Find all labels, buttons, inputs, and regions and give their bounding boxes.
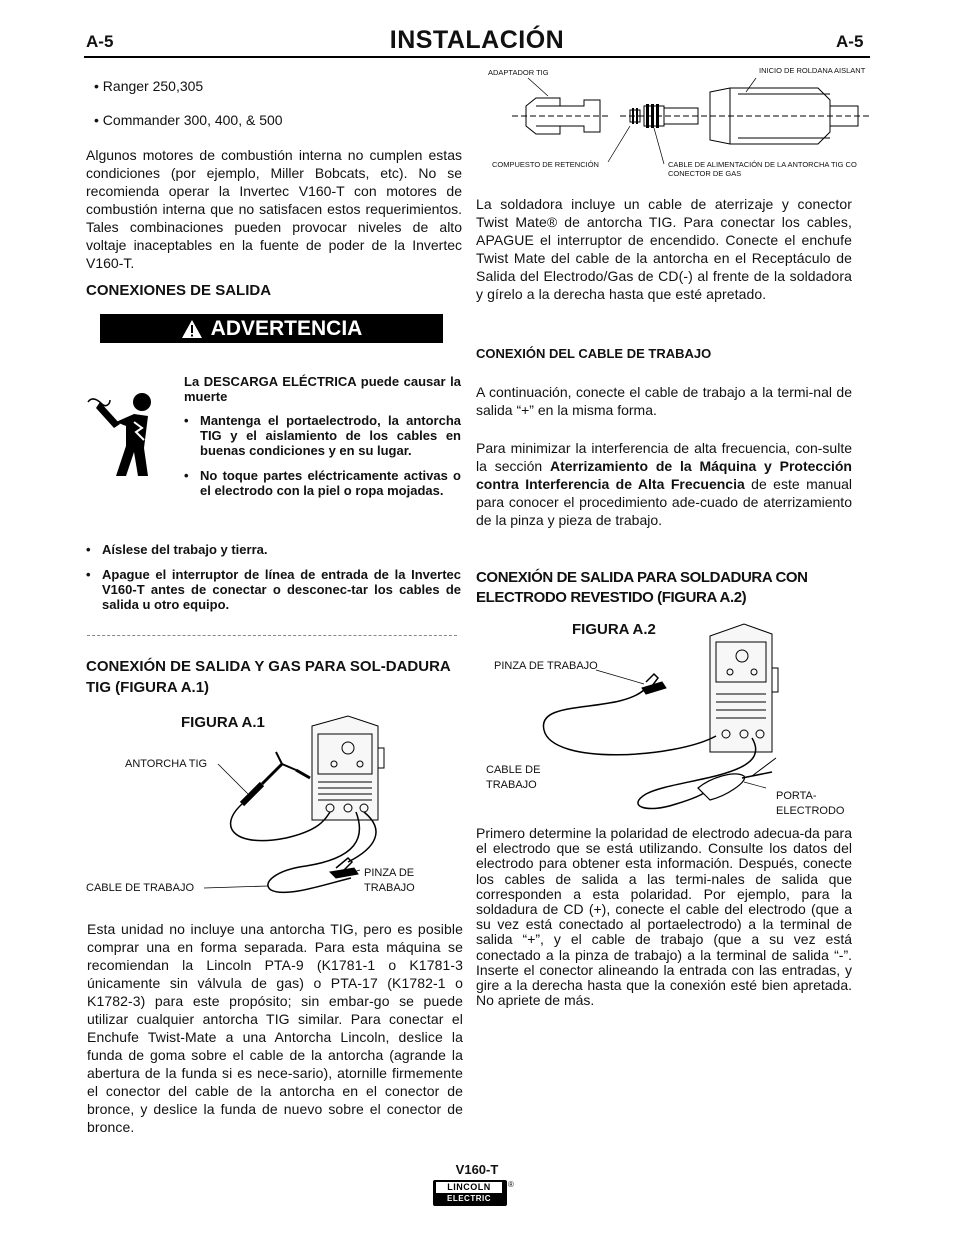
warning-list-upper	[184, 413, 461, 508]
page-number-left: A-5	[86, 32, 114, 51]
model-label: V160-T	[455, 1162, 499, 1177]
shock-warning-title: La DESCARGA ELÉCTRICA puede causar la muerte	[184, 374, 461, 404]
label-electrodo: ELECTRODO	[776, 805, 845, 817]
tig-paragraph: Esta unidad no incluye una antorcha TIG, pero es posible comprar una en forma separada. Para esta máquina se recomiendan la Lincoln PTA-9 (K1781-1 o K1781-3 únicamente sin válvula de gas) o PTA-17 (K1782-1 o K1782-3) para este propósito; sin embar-go se puede utilizar cualquier antorcha TIG similar. Para conectar el Enchufe Twist-Mate a una Antorcha Lincoln, deslice la funda de goma sobre el cable de la antorcha (agrande la abertura de la funda si es nece-sario), atornille firmemente el conector del cable de la antorcha en el conector de bronce, y deslice la funda de nuevo sobre el conector de bronce.	[87, 921, 463, 1135]
figure-a1-title: FIGURA A.1	[181, 714, 265, 731]
warning-item: • Mantenga el portaelectrodo, la antorcha TIG y el aislamiento de los cables en buenas condiciones y en su lugar.	[184, 413, 461, 458]
hf-text-bold: Aterrizamiento de la Máquina y Protección contra Interferencia de Alta Frecuencia	[476, 458, 852, 492]
lincoln-logo	[433, 1180, 507, 1206]
stick-heading: CONEXIÓN DE SALIDA PARA SOLDADURA CON ELECTRODO REVESTIDO (FIGURA A.2)	[476, 569, 808, 606]
label-porta: PORTA-	[776, 790, 817, 802]
warning-list-lower	[86, 542, 461, 622]
polarity-paragraph: Primero determine la polaridad de electrodo adecua-da para el electrodo que se está utilizando. Consulte los datos del electrodo para obtener esta información. Después, conecte los cables de salida a las termi-nales de salida que corresponden a esta polaridad. Por ejemplo, para la soldadura de CD (+), conecte el cable del electrodo (que a su vez está conectado al portaelectrodo) a la terminal de salida “+”, y el cable de trabajo (que a su vez está conectado a la pinza de trabajo) a la terminal de salida “-”. Inserte el conector alineando la entrada con las entradas, y gire a la derecha hasta que la conexión esté bien apretada. No apriete de más.	[476, 825, 852, 1009]
work-cable-heading: CONEXIÓN DEL CABLE DE TRABAJO	[476, 346, 712, 361]
work-clamp	[330, 858, 358, 878]
conexiones-heading: CONEXIONES DE SALIDA	[86, 282, 272, 299]
label-pinza-trabajo: PINZA DE TRABAJO	[494, 660, 598, 672]
page-number-right: A-5	[836, 32, 864, 51]
welder-machine	[312, 716, 384, 820]
label-adaptador-tig: ADAPTADOR TIG	[488, 68, 549, 77]
warning-triangle-icon	[181, 319, 203, 339]
figure-a2-title: FIGURA A.2	[572, 621, 656, 638]
logo-bottom-text: ELECTRIC	[447, 1194, 491, 1203]
label-cable-alimentacion-1: CABLE DE ALIMENTACIÓN DE LA ANTORCHA TIG CO	[668, 160, 857, 169]
warning-item: • Aíslese del trabajo y tierra.	[86, 542, 461, 557]
logo-top-text: LINCOLN	[436, 1182, 502, 1193]
bullet-commander: • Commander 300, 400, & 500	[94, 112, 283, 128]
label-pinza-1: PINZA DE	[364, 867, 415, 879]
hf-text-pre: Para minimizar la interferencia de alta frecuencia, con-sulte la sección	[476, 440, 852, 474]
page-title: INSTALACIÓN	[389, 26, 565, 54]
hf-text-post: de este manual para conocer el procedimiento ade-cuado de aterrizamiento de la pinza y pieza de trabajo.	[476, 476, 852, 528]
warning-banner	[100, 314, 443, 343]
twistmate-paragraph: La soldadora incluye un cable de aterrizaje y conector Twist Mate® de antorcha TIG. Para conectar los cables, APAGUE el interruptor de encendido. Conecte el enchufe Twist Mate del cable de la antorcha en el Receptáculo de Salida del Electrodo/Gas de CD(-) al frente de la soldadora y gírelo a la derecha hasta que esté apretado.	[476, 196, 852, 302]
label-cable-de: CABLE DE	[486, 764, 541, 776]
tig-heading: CONEXIÓN DE SALIDA Y GAS PARA SOL-DADURA TIG (FIGURA A.1)	[86, 658, 451, 696]
label-antorcha-tig: ANTORCHA TIG	[125, 758, 208, 770]
header-rule	[84, 56, 870, 58]
bullet-ranger: • Ranger 250,305	[94, 78, 204, 94]
logo-registered-mark: ®	[508, 1180, 514, 1189]
work-cable-paragraph: A continuación, conecte el cable de trabajo a la termi-nal de salida “+” en la misma forma.	[476, 384, 852, 418]
warning-item: • Apague el interruptor de línea de entrada de la Invertec V160-T antes de conectar o desconec-tar los cables de salida u otro equipo.	[86, 567, 461, 612]
tig-adapter-diagram	[488, 74, 870, 170]
label-cable-trabajo: CABLE DE TRABAJO	[86, 882, 194, 894]
label-roldana-aislante: INICIO DE ROLDANA AISLANT	[759, 66, 866, 75]
tig-torch	[242, 752, 310, 804]
hf-paragraph	[476, 439, 852, 529]
label-trabajo: TRABAJO	[486, 779, 537, 791]
warning-title: ADVERTENCIA	[210, 316, 363, 340]
engines-paragraph: Algunos motores de combustión interna no cumplen estas condiciones (por ejemplo, Miller Bobcats, etc). No se recomienda operar la Invertec V160-T con motores de combustión interna que no satisfacen estos requerimientos. Tales combinaciones pueden provocar niveles de alto voltaje inaceptables en la fuente de poder de la Invertec V160-T.	[86, 147, 462, 271]
work-clamp-2	[642, 674, 666, 694]
welder-machine-2	[710, 624, 778, 752]
electrode-holder	[698, 758, 776, 800]
electric-shock-icon	[86, 388, 168, 484]
label-cable-alimentacion-2: CONECTOR DE GAS	[668, 169, 742, 178]
section-divider	[87, 635, 457, 636]
label-pinza-2: TRABAJO	[364, 882, 415, 894]
label-compuesto-retencion: COMPUESTO DE RETENCIÓN	[492, 160, 599, 169]
warning-item: • No toque partes eléctricamente activas o el electrodo con la piel o ropa mojadas.	[184, 468, 461, 498]
